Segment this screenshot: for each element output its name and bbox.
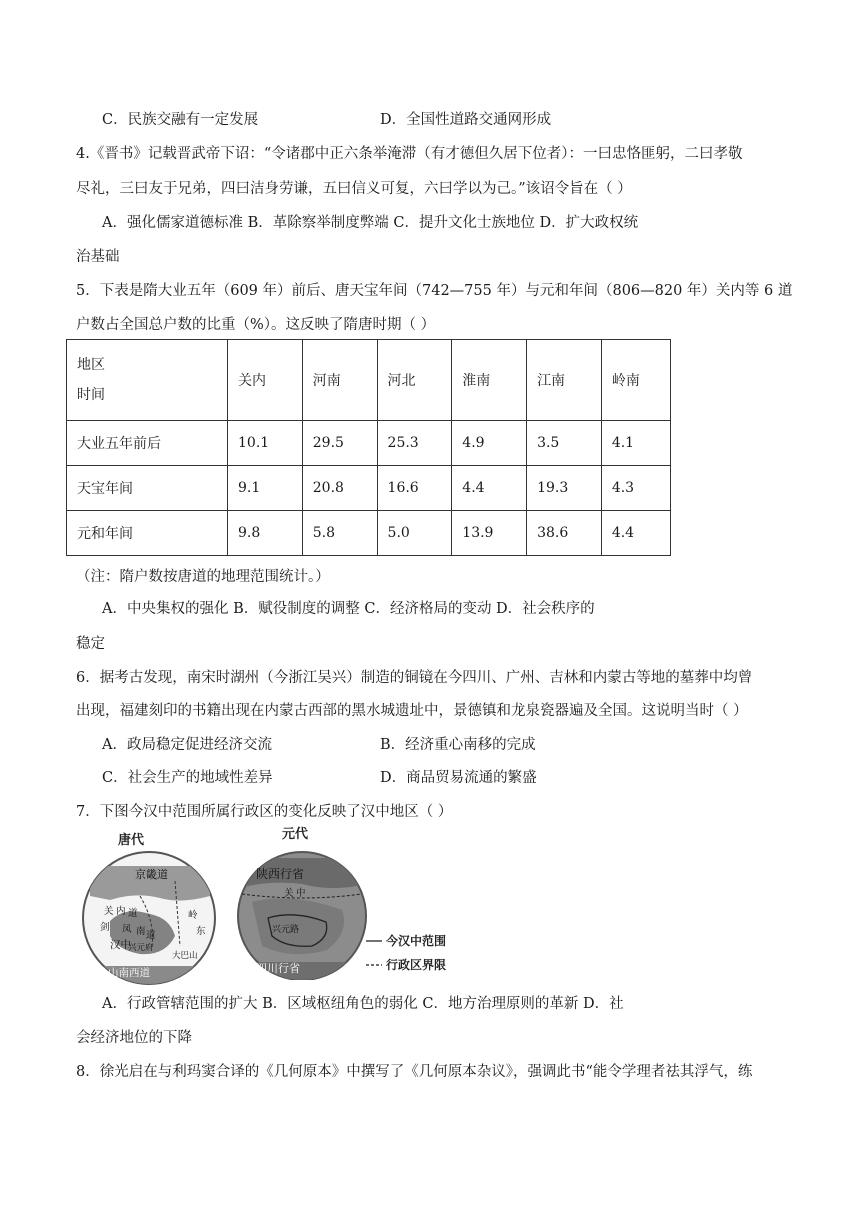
q6-option-c: C．社会生产的地域性差异 (102, 770, 273, 786)
corner-region-label: 地区 (77, 357, 105, 373)
map-label: 京畿道 (135, 868, 168, 881)
q7-options-wrap: 会经济地位的下降 (76, 1030, 192, 1046)
q6-option-b: B．经济重心南移的完成 (380, 737, 536, 753)
map-label: 道 (146, 930, 156, 941)
table-cell: 38.6 (527, 511, 602, 556)
map-label: 南 (136, 926, 146, 937)
table-cell: 5.0 (377, 511, 452, 556)
table-cell: 19.3 (527, 466, 602, 511)
q5-stem-line2: 户数占全国总户数的比重（%）。这反映了隋唐时期（ ） (76, 317, 436, 333)
column-header: 江南 (527, 340, 602, 421)
map-label: 东 (196, 926, 206, 937)
table-cell: 4.1 (601, 421, 670, 466)
column-header: 河南 (302, 340, 377, 421)
table-row (67, 466, 671, 511)
table-row (67, 511, 671, 556)
map-label: 陕西行省 (256, 867, 305, 881)
table-corner-cell (67, 340, 228, 421)
column-header: 关内 (228, 340, 303, 421)
map-label: 兴元府 (128, 943, 154, 953)
map-label: 汉中 (110, 939, 131, 951)
map-label: 山南西道 (108, 967, 150, 979)
row-label: 大业五年前后 (67, 421, 228, 466)
map-label: 道 (128, 908, 138, 919)
table-cell: 9.8 (228, 511, 303, 556)
table-cell: 13.9 (452, 511, 527, 556)
q6-stem-line2: 出现，福建刻印的书籍出现在内蒙古西部的黑水城遗址中，景德镇和龙泉瓷器遍及全国。这说明当时（ ） (76, 703, 748, 719)
q5-options-wrap: 稳定 (76, 636, 105, 652)
legend-dashed-label: 行政区界限 (386, 958, 447, 972)
q8-stem-line1: 8．徐光启在与利玛窦合译的《几何原本》中撰写了《几何原本杂议》，强调此书“能令学理者祛其浮气，练 (76, 1064, 753, 1080)
table-cell: 4.4 (452, 466, 527, 511)
q4-options: A．强化儒家道德标准 B．革除察举制度弊端 C．提升文化士族地位 D．扩大政权统 (102, 215, 639, 231)
table-cell: 4.3 (601, 466, 670, 511)
q3-option-c: C．民族交融有一定发展 (102, 112, 259, 128)
tang-map-title: 唐代 (118, 833, 145, 848)
map-label: 大巴山 (172, 951, 198, 961)
table-row (67, 421, 671, 466)
q6-option-a: A．政局稳定促进经济交流 (102, 737, 272, 753)
map-label: 关 (104, 906, 114, 917)
table-cell: 16.6 (377, 466, 452, 511)
q5-table-note: （注：隋户数按唐道的地理范围统计。） (76, 569, 330, 585)
map-label: 凤 (122, 924, 132, 935)
map-label: 内 (116, 906, 126, 917)
row-label: 天宝年间 (67, 466, 228, 511)
table-cell: 29.5 (302, 421, 377, 466)
q5-options: A．中央集权的强化 B．赋役制度的调整 C．经济格局的变动 D．社会秩序的 (102, 601, 595, 617)
table-header-row (67, 340, 671, 421)
map-label: 剑 (100, 922, 110, 933)
q4-options-wrap: 治基础 (76, 249, 120, 265)
table-cell: 4.9 (452, 421, 527, 466)
table-cell: 10.1 (228, 421, 303, 466)
q7-stem: 7．下图今汉中范围所属行政区的变化反映了汉中地区（ ） (76, 804, 453, 820)
yuan-dynasty-map (232, 822, 372, 980)
table-cell: 25.3 (377, 421, 452, 466)
map-label: 关 (284, 888, 294, 899)
household-share-table (66, 339, 671, 556)
q6-stem-line1: 6．据考古发现，南宋时湖州（今浙江吴兴）制造的铜镜在今四川、广州、吉林和内蒙古等地的墓葬中均曾 (76, 670, 753, 686)
legend-solid-label: 今汉中范围 (386, 934, 447, 948)
q7-options: A．行政管辖范围的扩大 B．区域枢纽角色的弱化 C．地方治理原则的革新 D．社 (102, 996, 624, 1012)
map-legend (362, 930, 482, 976)
row-label: 元和年间 (67, 511, 228, 556)
column-header: 河北 (377, 340, 452, 421)
corner-time-label: 时间 (77, 387, 105, 403)
q6-option-d: D．商品贸易流通的繁盛 (380, 770, 537, 786)
column-header: 淮南 (452, 340, 527, 421)
map-label: 中 (296, 888, 306, 899)
table-cell: 20.8 (302, 466, 377, 511)
yuan-map-title: 元代 (282, 827, 309, 842)
table-cell: 5.8 (302, 511, 377, 556)
q4-stem-line2: 尽礼，三曰友于兄弟，四曰洁身劳谦，五曰信义可复，六曰学以为己。”该诏令旨在（ ） (76, 181, 632, 197)
column-header: 岭南 (601, 340, 670, 421)
table-cell: 9.1 (228, 466, 303, 511)
q4-stem-line1: 4.《晋书》记载晋武帝下诏：“令诸郡中正六条举淹滞（有才德但久居下位者）：一曰忠恪匪躬，二曰孝敬 (76, 146, 743, 162)
map-label: 兴元路 (272, 925, 300, 935)
map-label: 岭 (188, 910, 198, 921)
q3-option-d: D．全国性道路交通网形成 (380, 112, 552, 128)
map-label: 四川行省 (256, 962, 300, 975)
tang-dynasty-map (80, 826, 218, 986)
q5-stem-line1: 5．下表是隋大业五年（609 年）前后、唐天宝年间（742—755 年）与元和年间（806—820 年）关内等 6 道 (76, 283, 793, 299)
table-cell: 3.5 (527, 421, 602, 466)
table-cell: 4.4 (601, 511, 670, 556)
